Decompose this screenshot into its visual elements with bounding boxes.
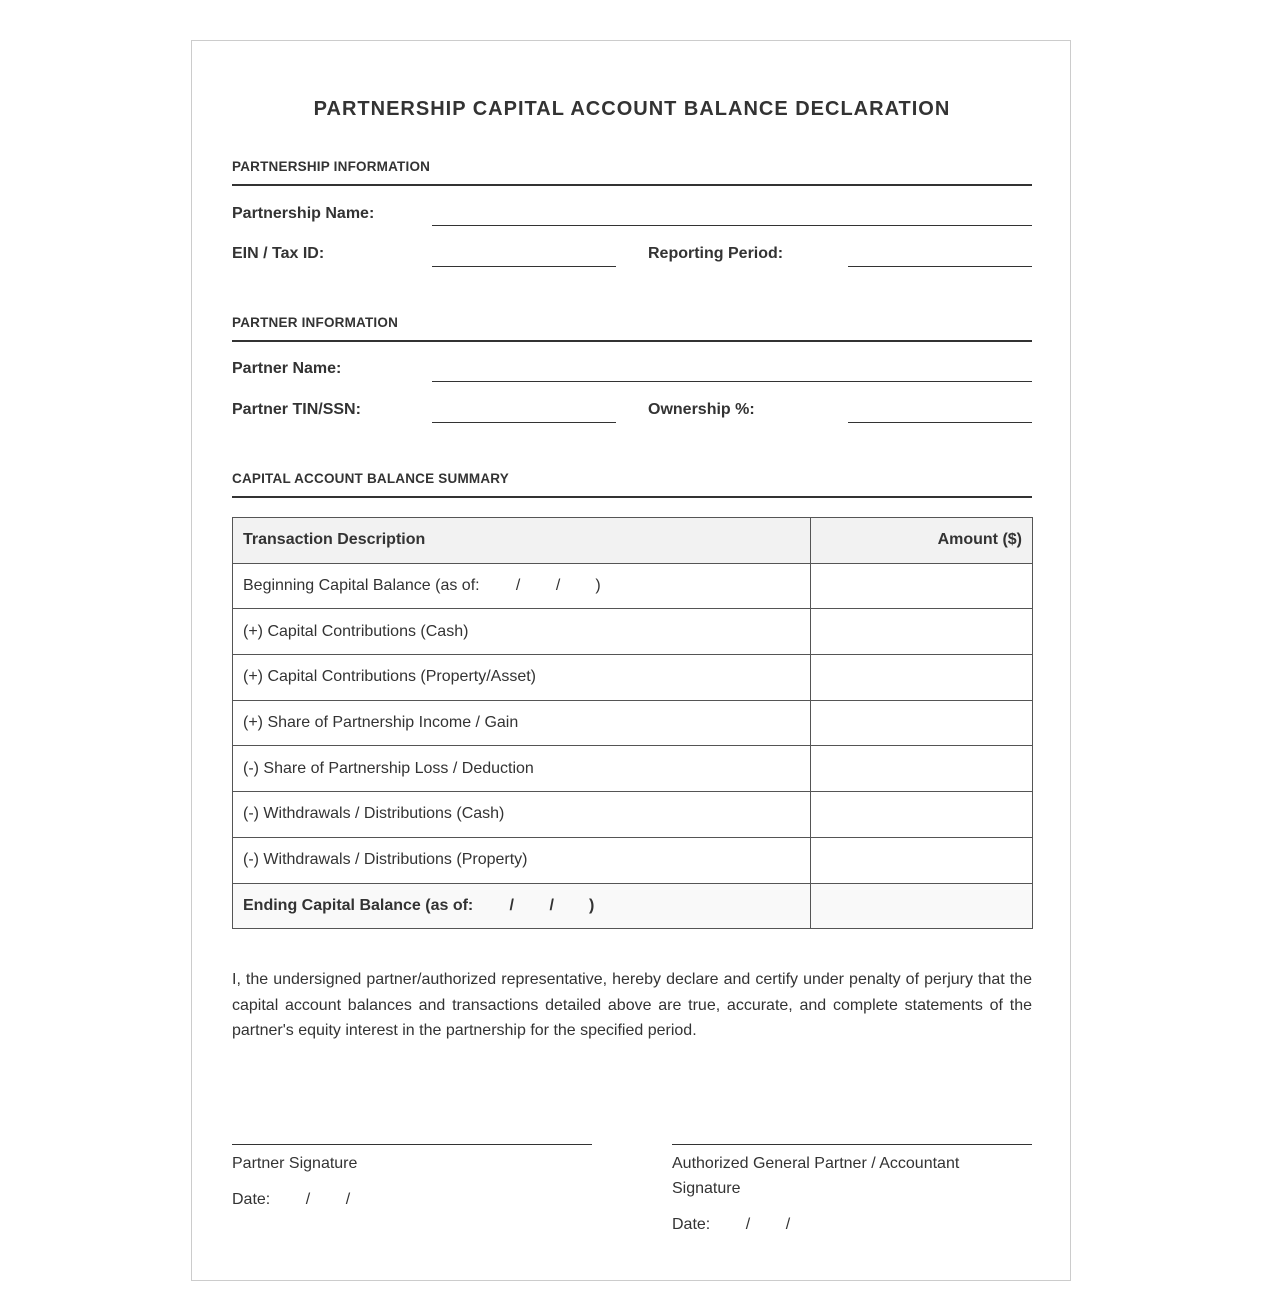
- table-header-row: [233, 518, 1033, 564]
- amount-input-cell[interactable]: [811, 700, 1033, 746]
- date-separator: /: [549, 896, 554, 914]
- document-title: PARTNERSHIP CAPITAL ACCOUNT BALANCE DECLARATION: [313, 98, 951, 120]
- row-description: (+) Share of Partnership Income / Gain: [233, 700, 811, 746]
- date-label: Date:: [672, 1216, 711, 1233]
- gp-signature-block: [672, 1144, 1032, 1234]
- ending-balance-label: Ending Capital Balance (as of:: [243, 896, 474, 914]
- date-separator: /: [305, 1191, 311, 1208]
- amount-input-cell[interactable]: [811, 792, 1033, 838]
- amount-input-cell[interactable]: [811, 883, 1033, 929]
- table-row: [233, 655, 1033, 701]
- reporting-period-field[interactable]: [848, 266, 1032, 267]
- table-row: [233, 563, 1033, 609]
- partnership-info-header: PARTNERSHIP INFORMATION: [232, 159, 1032, 186]
- partner-tin-label: Partner TIN/SSN:: [232, 401, 361, 418]
- table-row: [233, 837, 1033, 883]
- date-separator: /: [555, 577, 561, 595]
- beginning-balance-cell: [233, 563, 811, 609]
- row-description: (+) Capital Contributions (Property/Asset): [233, 655, 811, 701]
- partner-name-field[interactable]: [432, 381, 1032, 382]
- row-description: (-) Withdrawals / Distributions (Cash): [233, 792, 811, 838]
- ein-field[interactable]: [432, 266, 616, 267]
- amount-input-cell[interactable]: [811, 609, 1033, 655]
- capital-summary-table: [232, 517, 1033, 929]
- date-label: Date:: [232, 1191, 271, 1208]
- amount-input-cell[interactable]: [811, 837, 1033, 883]
- gp-signature-label: Authorized General Partner / Accountant Signature: [672, 1155, 960, 1197]
- amount-input-cell[interactable]: [811, 563, 1033, 609]
- reporting-period-label: Reporting Period:: [648, 245, 784, 262]
- gp-signature-date: [672, 1216, 1032, 1234]
- row-description: (+) Capital Contributions (Cash): [233, 609, 811, 655]
- ownership-field[interactable]: [848, 422, 1032, 423]
- partner-signature-date: [232, 1191, 592, 1209]
- summary-header: CAPITAL ACCOUNT BALANCE SUMMARY: [232, 471, 1032, 498]
- partner-tin-field[interactable]: [432, 422, 616, 423]
- row-description: (-) Withdrawals / Distributions (Property): [233, 837, 811, 883]
- date-separator: /: [745, 1216, 751, 1233]
- beginning-balance-label: Beginning Capital Balance (as of:: [243, 577, 480, 595]
- partnership-name-field[interactable]: [432, 225, 1032, 226]
- declaration-text: I, the undersigned partner/authorized representative, hereby declare and certify under penalty of perjury that the capital account balances and transactions detailed above are true, accurate, and complete statements of the partner's equity interest in the partnership for the specified period.: [232, 971, 1032, 1039]
- ownership-label: Ownership %:: [648, 401, 755, 418]
- ending-balance-row: [233, 883, 1033, 929]
- date-separator: /: [345, 1191, 351, 1208]
- partner-info-header: PARTNER INFORMATION: [232, 315, 1032, 342]
- partner-signature-block: [232, 1144, 592, 1209]
- partner-name-label: Partner Name:: [232, 360, 342, 377]
- date-separator: /: [515, 577, 521, 595]
- table-row: [233, 792, 1033, 838]
- row-description: (-) Share of Partnership Loss / Deduction: [233, 746, 811, 792]
- date-close-paren: ): [589, 896, 595, 914]
- ending-balance-cell: [233, 883, 811, 929]
- amount-input-cell[interactable]: [811, 746, 1033, 792]
- table-row: [233, 700, 1033, 746]
- amount-input-cell[interactable]: [811, 655, 1033, 701]
- gp-signature-line[interactable]: [672, 1144, 1032, 1145]
- date-close-paren: ): [595, 577, 601, 595]
- document-page: [191, 40, 1071, 1281]
- partner-signature-label: Partner Signature: [232, 1155, 358, 1172]
- description-column-header: Transaction Description: [233, 518, 811, 564]
- table-row: [233, 609, 1033, 655]
- date-separator: /: [509, 896, 514, 914]
- date-separator: /: [785, 1216, 791, 1233]
- partnership-name-label: Partnership Name:: [232, 205, 375, 222]
- partner-signature-line[interactable]: [232, 1144, 592, 1145]
- ein-label: EIN / Tax ID:: [232, 245, 325, 262]
- table-row: [233, 746, 1033, 792]
- amount-column-header: Amount ($): [811, 518, 1033, 564]
